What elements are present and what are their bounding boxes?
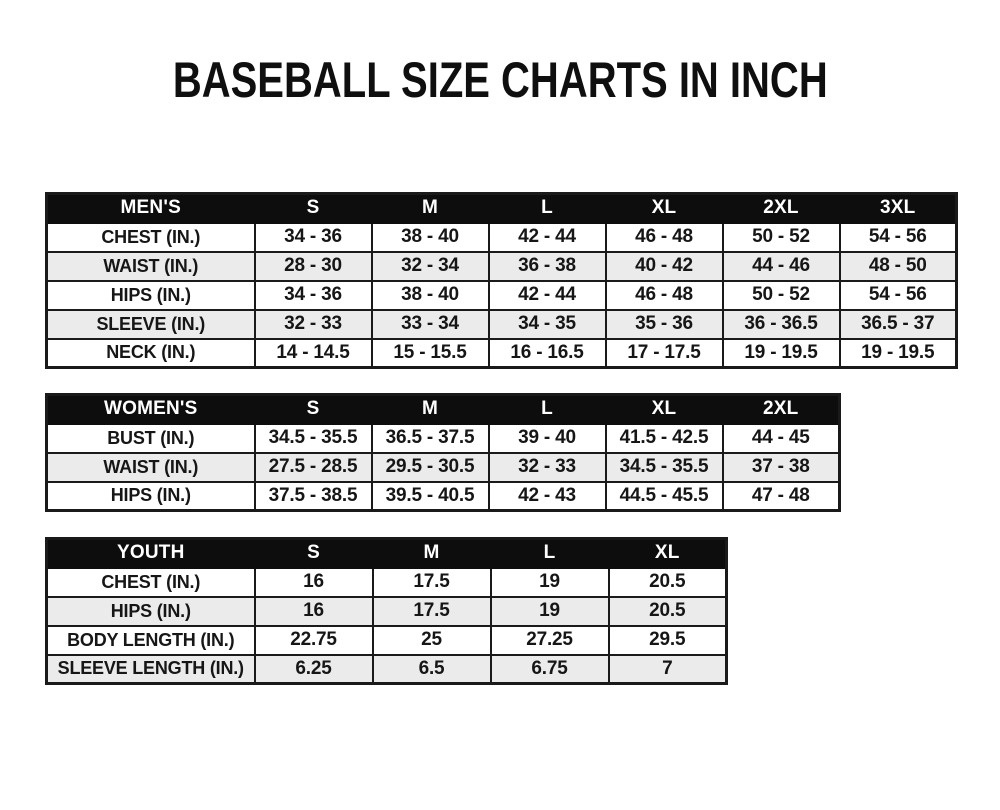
size-column-header: L	[491, 539, 609, 568]
youth-table-title: YOUTH	[47, 539, 255, 568]
size-column-header: 3XL	[840, 194, 957, 223]
table-row	[47, 281, 957, 310]
table-row	[47, 626, 727, 655]
row-label: WAIST (IN.)	[47, 252, 255, 281]
size-value-cell: 16	[255, 568, 373, 597]
size-value-cell: 19	[491, 568, 609, 597]
row-label: SLEEVE (IN.)	[47, 310, 255, 339]
size-value-cell: 32 - 34	[372, 252, 489, 281]
size-value-cell: 40 - 42	[606, 252, 723, 281]
size-value-cell: 34.5 - 35.5	[606, 453, 723, 482]
tables-container	[45, 192, 1000, 685]
table-row	[47, 453, 840, 482]
size-column-header: S	[255, 395, 372, 424]
size-value-cell: 32 - 33	[255, 310, 372, 339]
size-value-cell: 19 - 19.5	[840, 339, 957, 368]
size-value-cell: 54 - 56	[840, 281, 957, 310]
size-value-cell: 38 - 40	[372, 223, 489, 252]
size-column-header: 2XL	[723, 194, 840, 223]
table-row	[47, 310, 957, 339]
size-column-header: M	[373, 539, 491, 568]
size-value-cell: 48 - 50	[840, 252, 957, 281]
page-title-text: BASEBALL SIZE CHARTS IN INCH	[172, 52, 828, 108]
size-value-cell: 44 - 45	[723, 424, 840, 453]
row-label: SLEEVE LENGTH (IN.)	[47, 655, 255, 684]
size-column-header: XL	[606, 194, 723, 223]
size-value-cell: 34 - 36	[255, 223, 372, 252]
size-value-cell: 42 - 43	[489, 482, 606, 511]
size-column-header: 2XL	[723, 395, 840, 424]
size-value-cell: 44.5 - 45.5	[606, 482, 723, 511]
size-value-cell: 27.5 - 28.5	[255, 453, 372, 482]
size-value-cell: 44 - 46	[723, 252, 840, 281]
size-value-cell: 25	[373, 626, 491, 655]
size-value-cell: 33 - 34	[372, 310, 489, 339]
size-value-cell: 28 - 30	[255, 252, 372, 281]
size-value-cell: 16 - 16.5	[489, 339, 606, 368]
size-column-header: M	[372, 395, 489, 424]
youth-size-table	[45, 537, 728, 685]
table-row	[47, 482, 840, 511]
table-row	[47, 655, 727, 684]
size-value-cell: 34.5 - 35.5	[255, 424, 372, 453]
size-value-cell: 47 - 48	[723, 482, 840, 511]
page-title	[0, 52, 1000, 108]
size-column-header: XL	[609, 539, 727, 568]
size-value-cell: 37.5 - 38.5	[255, 482, 372, 511]
size-value-cell: 16	[255, 597, 373, 626]
size-column-header: L	[489, 194, 606, 223]
row-label: BUST (IN.)	[47, 424, 255, 453]
size-value-cell: 37 - 38	[723, 453, 840, 482]
size-column-header: XL	[606, 395, 723, 424]
row-label: HIPS (IN.)	[47, 281, 255, 310]
table-row	[47, 568, 727, 597]
size-value-cell: 29.5	[609, 626, 727, 655]
size-value-cell: 50 - 52	[723, 281, 840, 310]
size-value-cell: 41.5 - 42.5	[606, 424, 723, 453]
table-row	[47, 424, 840, 453]
size-value-cell: 27.25	[491, 626, 609, 655]
table-row	[47, 597, 727, 626]
mens-header-row	[47, 194, 957, 223]
size-value-cell: 15 - 15.5	[372, 339, 489, 368]
womens-size-table	[45, 393, 841, 512]
size-value-cell: 34 - 36	[255, 281, 372, 310]
row-label: CHEST (IN.)	[47, 568, 255, 597]
size-value-cell: 17 - 17.5	[606, 339, 723, 368]
row-label: BODY LENGTH (IN.)	[47, 626, 255, 655]
size-value-cell: 42 - 44	[489, 281, 606, 310]
size-value-cell: 6.25	[255, 655, 373, 684]
size-value-cell: 50 - 52	[723, 223, 840, 252]
row-label: NECK (IN.)	[47, 339, 255, 368]
womens-header-row	[47, 395, 840, 424]
size-column-header: S	[255, 194, 372, 223]
size-column-header: L	[489, 395, 606, 424]
womens-table-title: WOMEN'S	[47, 395, 255, 424]
mens-size-table	[45, 192, 958, 369]
size-value-cell: 34 - 35	[489, 310, 606, 339]
size-value-cell: 7	[609, 655, 727, 684]
size-value-cell: 46 - 48	[606, 223, 723, 252]
table-row	[47, 223, 957, 252]
size-column-header: S	[255, 539, 373, 568]
row-label: HIPS (IN.)	[47, 597, 255, 626]
table-row	[47, 339, 957, 368]
size-value-cell: 19 - 19.5	[723, 339, 840, 368]
size-value-cell: 22.75	[255, 626, 373, 655]
size-value-cell: 19	[491, 597, 609, 626]
size-value-cell: 6.5	[373, 655, 491, 684]
size-value-cell: 20.5	[609, 597, 727, 626]
size-value-cell: 36.5 - 37.5	[372, 424, 489, 453]
size-value-cell: 46 - 48	[606, 281, 723, 310]
size-value-cell: 17.5	[373, 568, 491, 597]
size-value-cell: 36.5 - 37	[840, 310, 957, 339]
table-row	[47, 252, 957, 281]
size-value-cell: 20.5	[609, 568, 727, 597]
size-chart-page	[0, 52, 1000, 810]
size-value-cell: 38 - 40	[372, 281, 489, 310]
row-label: HIPS (IN.)	[47, 482, 255, 511]
mens-table-title: MEN'S	[47, 194, 255, 223]
size-value-cell: 32 - 33	[489, 453, 606, 482]
size-value-cell: 36 - 38	[489, 252, 606, 281]
size-value-cell: 14 - 14.5	[255, 339, 372, 368]
row-label: CHEST (IN.)	[47, 223, 255, 252]
size-value-cell: 17.5	[373, 597, 491, 626]
size-value-cell: 35 - 36	[606, 310, 723, 339]
size-value-cell: 36 - 36.5	[723, 310, 840, 339]
size-value-cell: 29.5 - 30.5	[372, 453, 489, 482]
size-value-cell: 39.5 - 40.5	[372, 482, 489, 511]
size-value-cell: 6.75	[491, 655, 609, 684]
row-label: WAIST (IN.)	[47, 453, 255, 482]
size-value-cell: 54 - 56	[840, 223, 957, 252]
size-value-cell: 42 - 44	[489, 223, 606, 252]
youth-header-row	[47, 539, 727, 568]
size-column-header: M	[372, 194, 489, 223]
size-value-cell: 39 - 40	[489, 424, 606, 453]
